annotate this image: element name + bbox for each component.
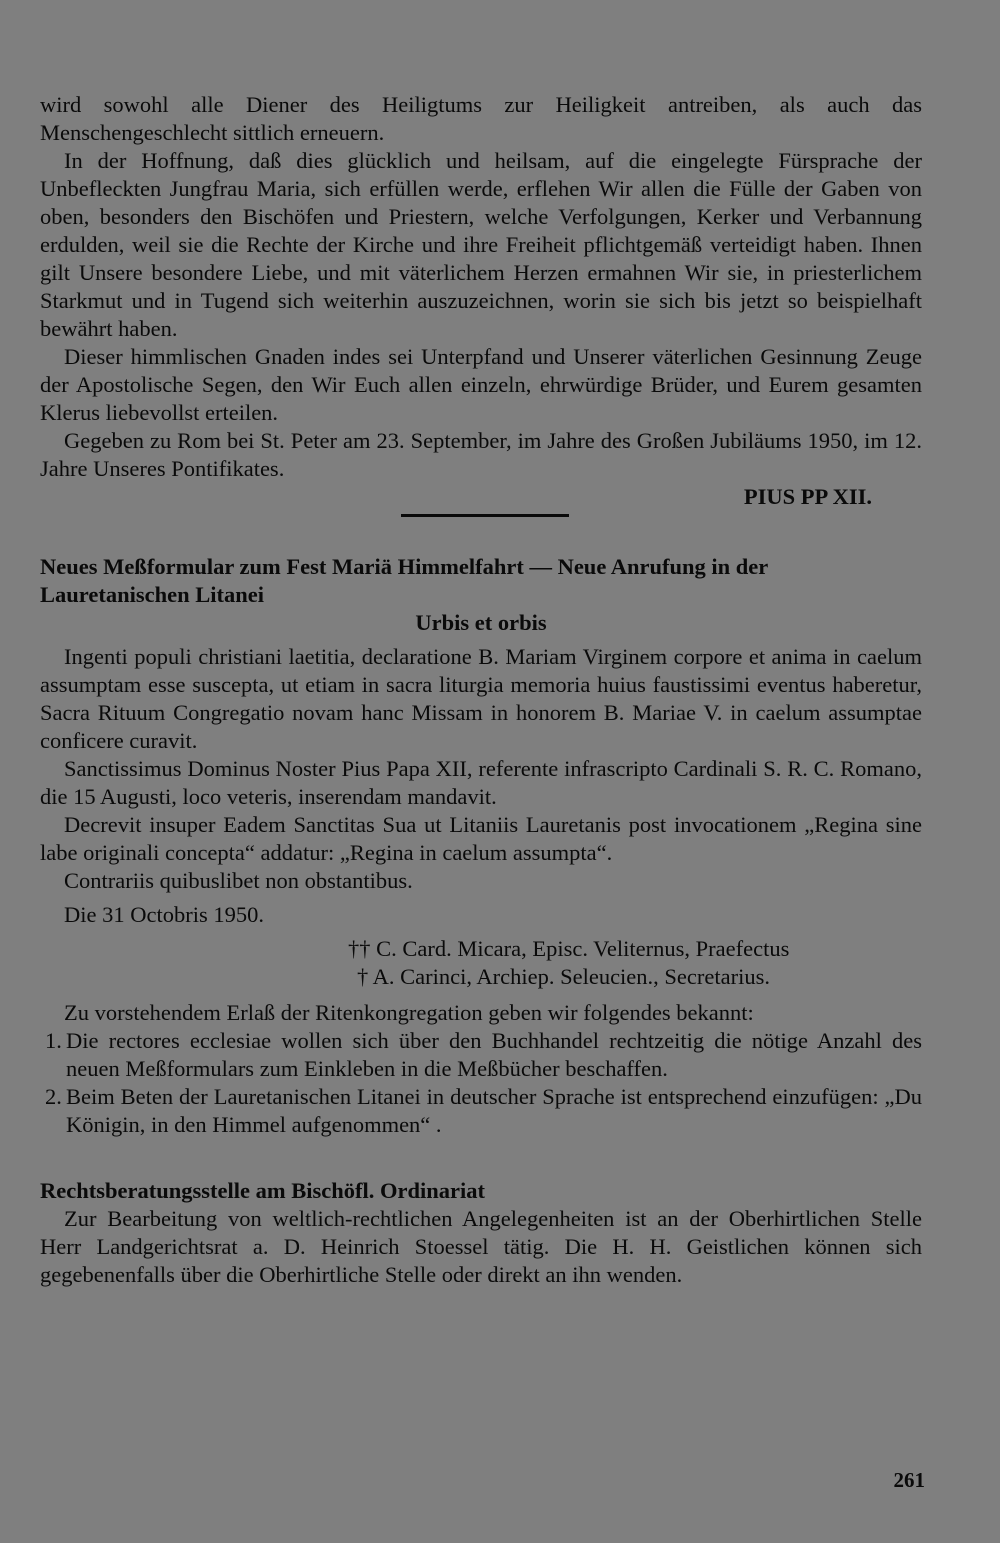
decree-paragraph-3: Decrevit insuper Eadem Sanctitas Sua ut Litaniis Lauretanis post invocationem „Regina sine labe originali concepta“ addatur: „Regina in caelum assumpta“. xyxy=(40,812,922,865)
decree-subheading: Urbis et orbis xyxy=(415,610,547,635)
decree-paragraph-2: Sanctissimus Dominus Noster Pius Papa XII, referente infrascripto Cardinali S. R. C. Romano, die 15 Augusti, loco veteris, inserendam mandavit. xyxy=(40,756,922,809)
body-text xyxy=(40,91,922,1289)
page-number: 261 xyxy=(893,1468,925,1492)
list-item-number: 1. xyxy=(45,1028,62,1053)
list-item xyxy=(40,1027,922,1083)
decree-signature-2: † A. Carinci, Archiep. Seleucien., Secretarius. xyxy=(357,964,770,989)
decree-heading: Neues Meßformular zum Fest Mariä Himmelfahrt — Neue Anrufung in der Lauretanischen Litanei xyxy=(40,554,768,607)
list-item xyxy=(40,1083,922,1139)
list-item-text: Beim Beten der Lauretanischen Litanei in deutscher Sprache ist entsprechend einzufügen: „Du Königin, in den Himmel aufgenommen“ . xyxy=(66,1084,922,1137)
decree-signature-1: †† C. Card. Micara, Episc. Veliternus, Praefectus xyxy=(348,936,790,961)
papal-signature: PIUS PP XII. xyxy=(743,484,872,509)
list-item-text: Die rectores ecclesiae wollen sich über den Buchhandel rechtzeitig die nötige Anzahl des neuen Meßformulars zum Einkleben in die Meßbücher beschaffen. xyxy=(66,1028,922,1081)
encyclical-paragraph-1: wird sowohl alle Diener des Heiligtums zur Heiligkeit antreiben, als auch das Menschengeschlecht sittlich erneuern. xyxy=(40,92,922,145)
section-divider xyxy=(401,514,569,517)
legal-heading: Rechtsberatungsstelle am Bischöfl. Ordinariat xyxy=(40,1178,485,1203)
decree-intro: Zu vorstehendem Erlaß der Ritenkongregation geben wir folgendes bekannt: xyxy=(64,1000,754,1025)
decree-paragraph-1: Ingenti populi christiani laetitia, declaratione B. Mariam Virginem corpore et anima in caelum assumptam esse suscepta, ut etiam in sacra liturgia memoria huius faustissimi eventus haberetur, Sacra Rituum Congregatio novam hanc Missam in honorem B. Mariae V. in caelum assumptae conficere curavit. xyxy=(40,644,922,753)
decree-date: Die 31 Octobris 1950. xyxy=(64,902,264,927)
encyclical-paragraph-4: Gegeben zu Rom bei St. Peter am 23. September, im Jahre des Großen Jubiläums 1950, im 12. Jahre Unseres Pontifikates. xyxy=(40,428,922,481)
legal-paragraph: Zur Bearbeitung von weltlich-rechtlichen Angelegenheiten ist an der Oberhirtlichen Stelle Herr Landgerichtsrat a. D. Heinrich Stoessel tätig. Die H. H. Geistlichen können sich gegebenenfalls über die Oberhirtliche Stelle oder direkt an ihn wenden. xyxy=(40,1206,922,1287)
list-item-number: 2. xyxy=(45,1084,62,1109)
decree-paragraph-4: Contrariis quibuslibet non obstantibus. xyxy=(64,868,413,893)
decree-list xyxy=(40,1027,922,1139)
encyclical-paragraph-3: Dieser himmlischen Gnaden indes sei Unterpfand und Unserer väterlichen Gesinnung Zeuge der Apostolische Segen, den Wir Euch allen einzeln, ehrwürdige Brüder, und Eurem gesamten Klerus liebevollst erteilen. xyxy=(40,344,922,425)
encyclical-paragraph-2: In der Hoffnung, daß dies glücklich und heilsam, auf die eingelegte Fürsprache der Unbefleckten Jungfrau Maria, sich erfüllen werde, erflehen Wir allen die Fülle der Gaben von oben, besonders den Bischöfen und Priestern, welche Verfolgungen, Kerker und Verbannung erdulden, weil sie die Rechte der Kirche und ihre Freiheit pflichtgemäß verteidigt haben. Ihnen gilt Unsere besondere Liebe, und mit väterlichem Herzen ermahnen Wir sie, in priesterlichem Starkmut und in Tugend sich weiterhin auszuzeichnen, worin sie sich bis jetzt so beispielhaft bewährt haben. xyxy=(40,148,922,341)
